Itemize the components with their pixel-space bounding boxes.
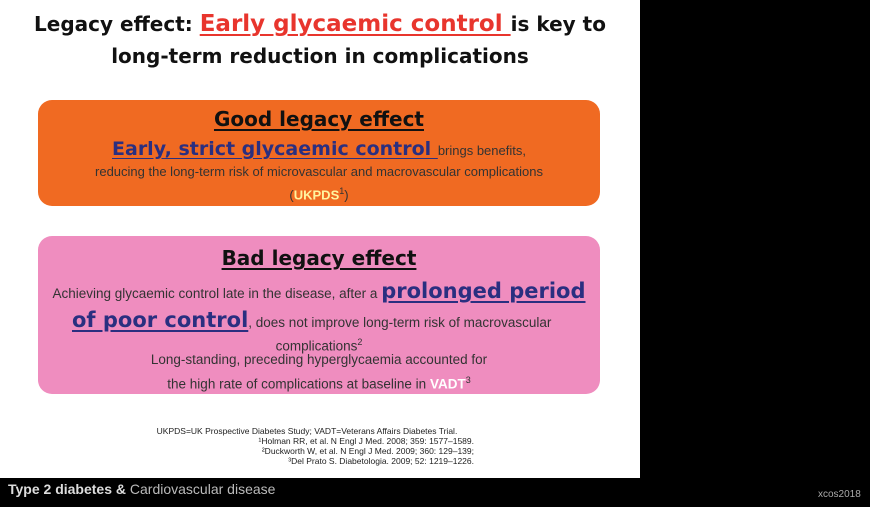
- references: [140, 426, 474, 466]
- good-legacy-line-2: reducing the long-term risk of microvascular and macrovascular complications: [95, 164, 543, 179]
- title-line-2: long-term reduction in complications: [111, 44, 529, 68]
- ukpds-label: UKPDS: [293, 187, 340, 203]
- footer: [8, 481, 275, 497]
- title-prefix: Legacy effect:: [34, 12, 200, 36]
- bad-legacy-line-4: Long-standing, preceding hyperglycaemia accounted for: [150, 352, 488, 367]
- paren-open: (: [289, 187, 294, 203]
- bad-legacy-box: [38, 236, 600, 394]
- reference-1: ¹Holman RR, et al. N Engl J Med. 2008; 359: 1577–1589.: [258, 436, 474, 446]
- bad-legacy-line-2: [72, 306, 600, 337]
- abbreviations: UKPDS=UK Prospective Diabetes Study; VADT=Veterans Affairs Diabetes Trial.: [156, 426, 458, 436]
- bad-legacy-line-5: [38, 370, 600, 395]
- bad-legacy-emphasis-1: prolonged period: [381, 279, 586, 303]
- good-legacy-text-1: brings benefits,: [437, 143, 526, 158]
- footer-bold: Type 2 diabetes &: [8, 481, 130, 497]
- ref-sup-1: 1: [339, 186, 345, 196]
- bad-legacy-heading: Bad legacy effect: [221, 246, 417, 270]
- good-legacy-emphasis: Early, strict glycaemic control: [112, 138, 438, 160]
- bad-legacy-line-1: [38, 276, 600, 309]
- brand-mark: xcos2018: [818, 489, 861, 500]
- bad-legacy-text-5: the high rate of complications at baseline in: [167, 376, 430, 392]
- bad-legacy-text-1: Achieving glycaemic control late in the disease, after a: [52, 286, 382, 301]
- good-legacy-line-1: [38, 136, 600, 164]
- good-legacy-line-3: [38, 182, 600, 204]
- bad-legacy-text-3: complications: [275, 338, 358, 354]
- title-suffix: is key to: [510, 12, 606, 36]
- reference-3: ³Del Prato S. Diabetologia. 2009; 52: 1219–1226.: [288, 456, 474, 466]
- bad-legacy-text-2: , does not improve long-term risk of macrovascular: [248, 315, 552, 330]
- paren-close: ): [344, 187, 349, 203]
- bad-legacy-emphasis-2: of poor control: [72, 308, 249, 332]
- title-highlight: Early glycaemic control: [199, 11, 511, 37]
- slide-title: [0, 8, 640, 72]
- footer-topic: Cardiovascular disease: [129, 481, 276, 497]
- title-line-1: [0, 8, 640, 40]
- ref-sup-3: 3: [465, 375, 471, 385]
- reference-2: ²Duckworth W, et al. N Engl J Med. 2009; 360: 129–139;: [261, 446, 474, 456]
- good-legacy-box: [38, 100, 600, 206]
- vadt-label: VADT: [429, 376, 466, 392]
- good-legacy-heading: Good legacy effect: [213, 107, 424, 131]
- ref-sup-2: 2: [357, 337, 363, 347]
